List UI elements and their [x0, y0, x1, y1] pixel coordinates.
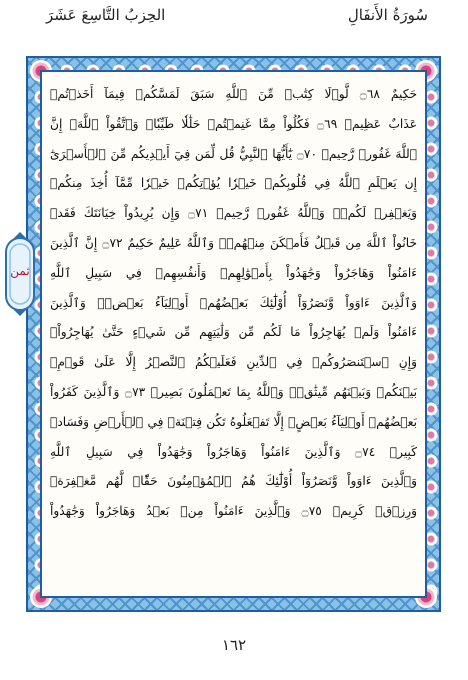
hizb-quarter-marker: [2, 232, 38, 316]
text-line: وَٱلَّذِينَ ءَاوَواْ وَّنَصَرُوٓاْ أُوْلَٰٓئِكَ هُمُ ٱلۡمُؤۡمِنُونَ حَقّٗاۚ لَّهُم مَّغۡفِرَةٞ: [50, 474, 417, 489]
hizb-title: الحِزبُ التَّاسِعَ عَشَرَ: [46, 6, 166, 24]
surah-title: سُورَةُ الأَنفَالِ: [347, 6, 428, 24]
text-line: حَكِيمٌ ۝٦٨ لَّوۡلَا كِتَٰبٞ مِّنَ ٱللَّهِ سَبَقَ لَمَسَّكُمۡ فِيمَآ أَخَذۡتُمۡ: [50, 87, 417, 101]
text-line: وَٱلَّذِينَ ءَاوَواْ وَّنَصَرُوٓاْ أُوْلَٰٓئِكَ بَعۡضُهُمۡ أَوۡلِيَآءُ بَعۡضٖۚ وَٱلَّذِينَ: [50, 295, 417, 310]
text-line: وَرِزۡقٞ كَرِيمٞ ۝٧٥ وَٱلَّذِينَ ءَامَنُواْ مِنۢ بَعۡدُ وَهَاجَرُواْ وَجَٰهَدُواْ: [50, 504, 417, 519]
verse-text-block: [50, 80, 417, 588]
page-number: ١٦٢: [221, 636, 247, 654]
hizb-marker-label: ثمن: [10, 264, 30, 278]
text-line: كَبِيرٞ ۝٧٤ وَٱلَّذِينَ ءَامَنُواْ وَهَاجَرُواْ وَجَٰهَدُواْ فِي سَبِيلِ ٱللَّهِ: [50, 444, 417, 459]
text-line: بَيۡنَكُمۡ وَبَيۡنَهُم مِّيثَٰقٞۗ وَٱللَّهُ بِمَا تَعۡمَلُونَ بَصِيرٞ ۝٧٣ وَٱلَّذِينَ كَفَرُواْ: [50, 384, 417, 399]
text-line: وَإِنِ ٱسۡتَنصَرُوكُمۡ فِي ٱلدِّينِ فَعَلَيۡكُمُ ٱلنَّصۡرُ إِلَّا عَلَىٰ قَوۡمِۭ: [50, 355, 417, 370]
text-line: ءَامَنُواْ وَلَمۡ يُهَاجِرُواْ مَا لَكُم مِّن وَلَٰيَتِهِم مِّن شَيۡءٍ حَتَّىٰ يُهَاجِرُواْۚ: [50, 325, 417, 340]
text-line: وَيَغۡفِرۡ لَكُمۡۚ وَٱللَّهُ غَفُورٞ رَّحِيمٞ ۝٧١ وَإِن يُرِيدُواْ خِيَانَتَكَ فَقَدۡ: [50, 206, 417, 221]
text-line: إِن يَعۡلَمِ ٱللَّهُ فِي قُلُوبِكُمۡ خَيۡرٗا يُؤۡتِكُمۡ خَيۡرٗا مِّمَّآ أُخِذَ مِنكُمۡ: [50, 176, 417, 191]
text-line: بَعۡضُهُمۡ أَوۡلِيَآءُ بَعۡضٍۚ إِلَّا تَفۡعَلُوهُ تَكُن فِتۡنَةٞ فِي ٱلۡأَرۡضِ وَفَسَادٞ: [50, 414, 417, 429]
text-line: ءَامَنُواْ وَهَاجَرُواْ وَجَٰهَدُواْ بِأَمۡوَٰلِهِمۡ وَأَنفُسِهِمۡ فِي سَبِيلِ ٱللَّهِ: [50, 265, 417, 280]
text-line: ٱللَّهَ غَفُورٞ رَّحِيمٞ ۝٧٠ يَٰٓأَيُّهَا ٱلنَّبِيُّ قُل لِّمَن فِيٓ أَيۡدِيكُم مِّنَ ٱلۡأَسۡرَىٰٓ: [50, 146, 417, 161]
text-line: عَذَابٌ عَظِيمٞ ۝٦٩ فَكُلُواْ مِمَّا غَنِمۡتُمۡ حَلَٰلٗا طَيِّبٗاۚ وَٱتَّقُواْ ٱللَّهَۚ إِنَّ: [50, 116, 417, 131]
text-line: خَانُواْ ٱللَّهَ مِن قَبۡلُ فَأَمۡكَنَ مِنۡهُمۡۗ وَٱللَّهُ عَلِيمٌ حَكِيمٌ ۝٧٢ إِنَّ ٱلَّذِينَ: [50, 235, 417, 250]
